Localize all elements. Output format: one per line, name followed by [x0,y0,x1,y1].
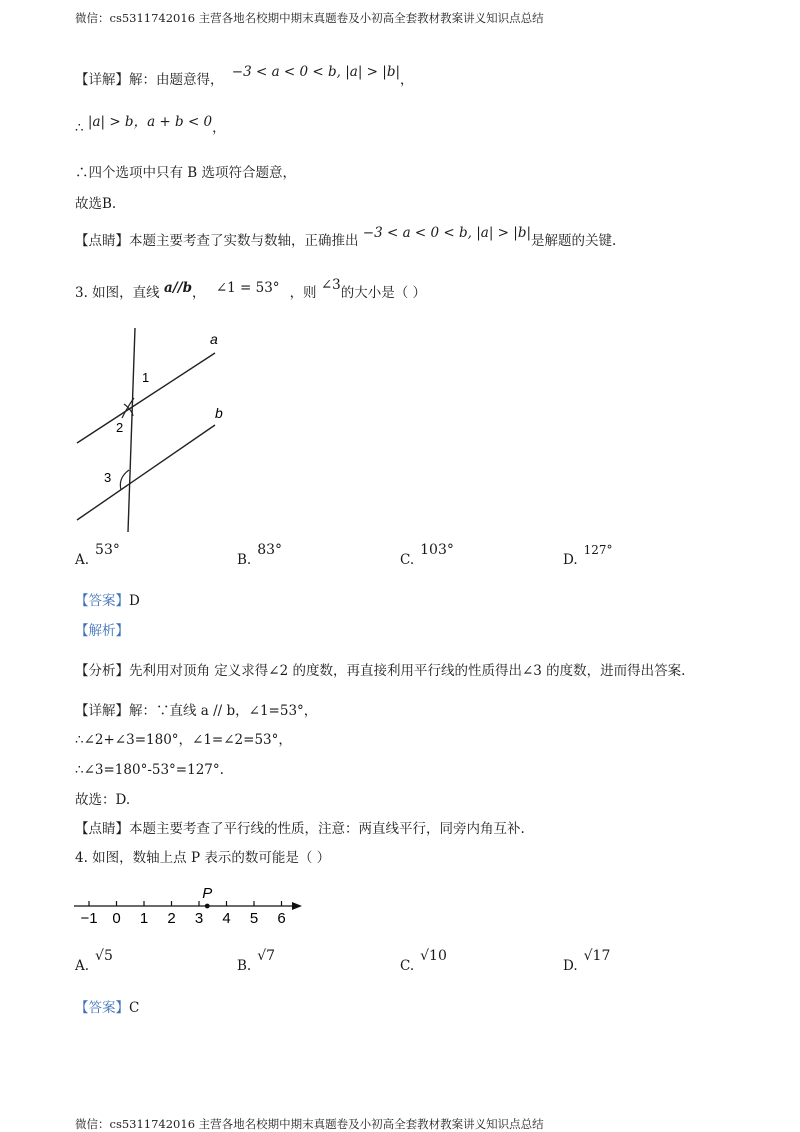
line-b [77,425,215,520]
label-3: 3 [104,470,112,485]
q4-option-c-value: √10 [420,948,447,964]
comma: ， [212,120,226,136]
axis-tick-label: 3 [194,910,204,927]
therefore-line-2: ∴四个选项中只有 B 选项符合题意， [75,165,297,181]
axis-ticks [80,901,285,927]
axis-tick-label: 5 [249,910,259,927]
q4-option-d[interactable] [563,948,611,974]
q3-point-line [75,819,525,839]
line-a [77,353,215,443]
q3-step-3: 故选：D. [75,792,131,808]
q3-stem [75,277,427,303]
answer-tag: 【答案】 [75,593,129,609]
point-text: 本题主要考查了实数与数轴，正确推出 [129,233,359,249]
q4-option-a[interactable] [75,948,113,974]
axis-arrow [292,902,302,910]
transversal-line [128,328,135,532]
q4-option-c-label: C. [400,958,415,974]
detail-line: 【详解】解：由题意得， −3 < a < 0 < b, |a| > |b|， [75,64,414,88]
q3-stem-math1: a//b [163,280,193,296]
q3-point-text: 本题主要考查了平行线的性质，注意：两直线平行，同旁内角互补. [129,821,525,837]
q4-answer-tag: 【答案】 [75,1000,129,1016]
q4-option-a-label: A. [75,958,90,974]
axis-tick-label: 0 [112,910,121,927]
q3-step-1: ∴∠2+∠3=180°，∠1=∠2=53°， [75,732,292,748]
q3-option-a[interactable] [75,542,120,568]
q3-stem-math2: ∠1 = 53° [215,280,280,296]
detail-math: −3 < a < 0 < b, |a| > |b| [231,64,401,80]
axis-tick-label: 4 [222,910,231,927]
point-math: −3 < a < 0 < b, |a| > |b| [362,225,532,241]
q3-option-d-label: D. [563,552,578,568]
q3-option-c-value: 103° [420,542,454,558]
q4-option-a-value: √5 [95,948,113,964]
q3-answer-line [75,591,140,611]
point-suffix: 是解题的关键. [531,233,617,249]
q3-stem-math3: ∠3 [320,277,341,293]
q3-option-d[interactable] [563,543,613,568]
q3-option-d-value: 127° [583,543,613,557]
analysis-tag: 【解析】 [75,623,129,639]
q3-option-b[interactable] [237,542,283,568]
q3-step-2: ∴∠3=180°-53°=127°. [75,762,224,778]
q4-option-b-value: √7 [257,948,276,964]
fenxi-text: 先利用对顶角 定义求得∠2 的度数，再直接利用平行线的性质得出∠3 的度数，进而得出答案. [129,663,686,679]
q3-option-a-label: A. [75,552,90,568]
therefore-math: |a| > b，a + b < 0 [87,114,213,130]
q4-option-b[interactable] [237,948,276,974]
detail-text: 解：由题意得， [129,72,224,88]
q4-answer-value: C [129,1000,140,1016]
axis-tick-label: 2 [167,910,176,927]
q4-option-d-value: √17 [583,948,611,964]
axis-tick-label: −1 [80,910,98,927]
axis-tick-label: 1 [139,910,149,927]
q3-option-c-label: C. [400,552,415,568]
therefore-line-1 [75,114,226,138]
page-header: 微信：cs5311742016 主营各地名校期中期末真题卷及小初高全套教材教案讲义知识点总结 [75,11,544,25]
q3-option-c[interactable] [400,542,454,568]
q3-detail-text: 解：∵直线 a // b，∠1=53°， [129,703,318,719]
q4-option-b-label: B. [237,958,252,974]
q4-option-d-label: D. [563,958,578,974]
answer-value: D [129,593,140,609]
q3-detail-line [75,701,317,721]
page-footer: 微信：cs5311742016 主营各地名校期中期末真题卷及小初高全套教材教案讲义知识点总结 [75,1117,544,1131]
q3-stem-b: ， [192,285,206,301]
choose-line: 故选B. [75,196,117,212]
q3-stem-d: 的大小是（ ） [340,285,427,301]
fenxi-tag: 【分析】 [75,663,129,679]
q4-stem: 4. 如图，数轴上点 P 表示的数可能是（ ） [75,850,331,866]
q3-option-a-value: 53° [95,542,120,558]
therefore-symbol: ∴ [75,120,84,136]
point-tag: 【点睛】 [75,233,129,249]
q3-option-b-value: 83° [257,542,283,558]
point-p-label: P [202,885,213,902]
label-1: 1 [142,370,150,385]
label-2: 2 [116,420,124,435]
number-line [70,878,310,930]
label-b: b [215,405,223,421]
q3-detail-tag: 【详解】 [75,703,129,719]
q3-point-tag: 【点睛】 [75,821,129,837]
axis-tick-label: 6 [277,910,286,927]
point-p [205,904,210,909]
q3-stem-a: 3. 如图，直线 [75,285,160,301]
parallel-lines-figure [70,320,240,535]
detail-tag: 【详解】 [75,72,129,88]
point-line [75,225,617,251]
label-a: a [210,331,218,347]
q4-answer-line [75,998,139,1018]
q3-stem-c: ，则 [289,285,317,301]
fenxi-line [75,661,685,681]
q4-option-c[interactable] [400,948,447,974]
q3-option-b-label: B. [237,552,252,568]
